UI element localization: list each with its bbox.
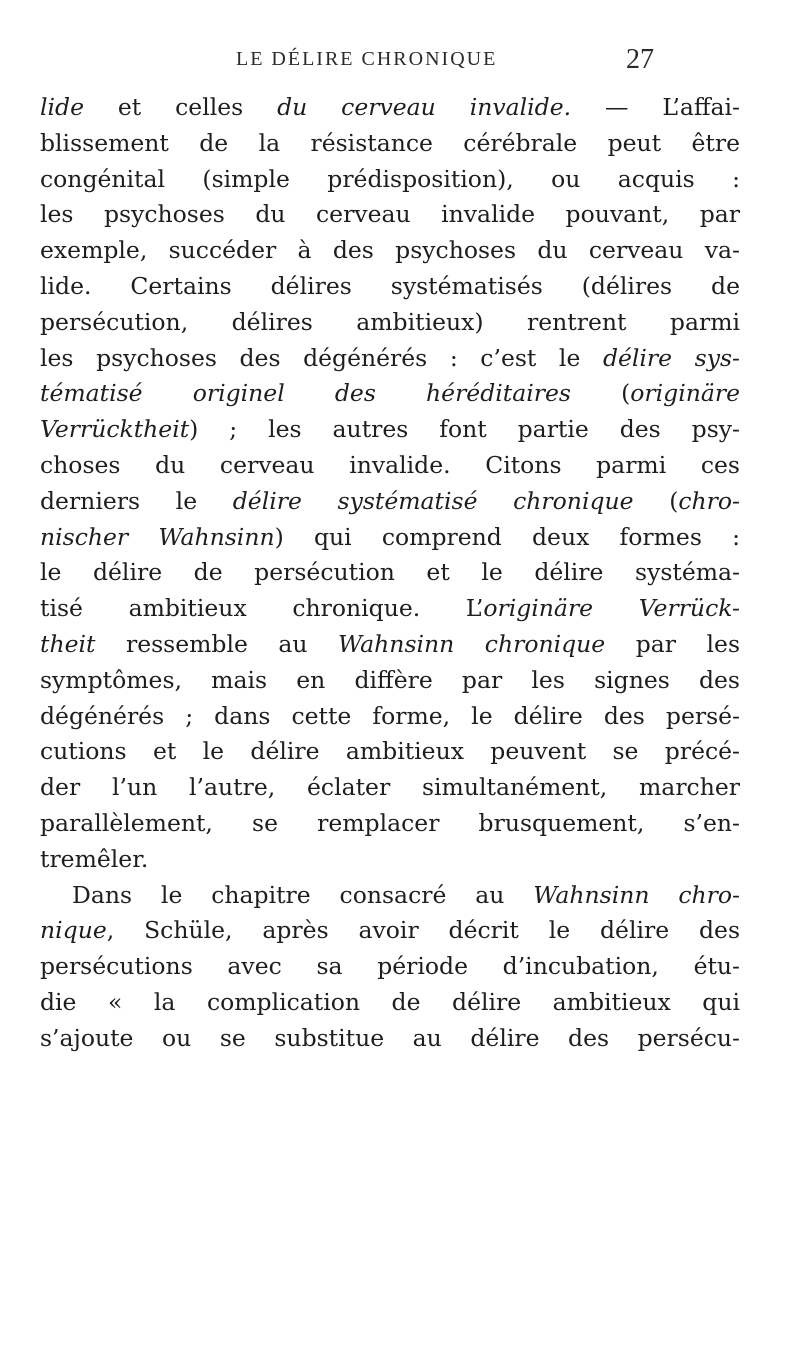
text-line	[40, 376, 740, 412]
text-line	[40, 985, 740, 1021]
italic-text: du cerveau invalide.	[277, 93, 572, 121]
text-segment: exemple, succéder à des psychoses du cerveau va-	[40, 236, 740, 265]
text-segment: par les	[605, 629, 741, 658]
text-segment: blissement de la résistance cérébrale peut être	[40, 128, 740, 157]
text-segment: der l’un l’autre, éclater simultanément, marcher	[40, 773, 740, 802]
italic-text: originäre Verrück-	[483, 594, 740, 623]
text-line	[40, 663, 740, 699]
italic-text: originäre	[630, 379, 740, 408]
text-segment: Dans le chapitre consacré au	[72, 880, 534, 909]
text-segment: (	[633, 486, 679, 515]
page-number: 27	[626, 44, 654, 75]
text-line	[40, 197, 740, 233]
text-segment: ) ; les autres font partie des psy-	[189, 415, 740, 444]
text-segment: cutions et le délire ambitieux peuvent se précé-	[40, 737, 740, 766]
italic-text: Verrücktheit	[40, 415, 190, 444]
italic-text: nique	[40, 916, 107, 945]
text-segment: derniers le	[40, 486, 233, 515]
text-segment: les psychoses des dégénérés : c’est le	[40, 343, 603, 372]
italic-text: délire systématisé chronique	[232, 486, 634, 515]
text-segment: (	[570, 379, 631, 408]
text-line	[40, 699, 740, 735]
italic-text: lide	[40, 93, 84, 121]
text-line	[40, 555, 740, 591]
text-segment: — L’affai-	[571, 93, 741, 121]
text-line	[40, 305, 740, 341]
text-line	[40, 1021, 740, 1057]
text-line	[40, 878, 740, 914]
text-line	[40, 341, 740, 377]
text-segment: s’ajoute ou se substitue au délire des persécu-	[40, 1023, 740, 1052]
text-segment: persécutions avec sa période d’incubation, étu-	[40, 952, 740, 981]
text-line	[40, 627, 740, 663]
text-line	[40, 591, 740, 627]
text-line	[40, 949, 740, 985]
text-segment: persécution, délires ambitieux) rentrent parmi	[40, 307, 740, 336]
italic-text: chro-	[678, 486, 740, 515]
text-segment: dégénérés ; dans cette forme, le délire des persé-	[40, 701, 740, 730]
text-line	[40, 233, 740, 269]
body-text	[40, 90, 740, 1057]
italic-text: theit	[40, 629, 96, 658]
text-line	[40, 90, 740, 126]
text-segment: , Schüle, après avoir décrit le délire des	[106, 916, 740, 945]
text-line	[40, 269, 740, 305]
text-segment: les psychoses du cerveau invalide pouvant, par	[40, 200, 740, 229]
text-segment: tremêler.	[40, 844, 149, 873]
text-segment: et celles	[83, 93, 278, 121]
text-segment: parallèlement, se remplacer brusquement, s’en-	[40, 808, 740, 837]
text-line	[40, 162, 740, 198]
text-segment: le délire de persécution et le délire systéma-	[40, 558, 740, 587]
italic-text: Wahnsinn chronique	[338, 629, 606, 658]
text-line	[40, 913, 740, 949]
running-head	[200, 44, 670, 80]
text-segment: choses du cerveau invalide. Citons parmi ces	[40, 450, 740, 479]
text-segment: ) qui comprend deux formes :	[274, 522, 740, 551]
text-segment: ressemble au	[95, 629, 339, 658]
text-line	[40, 520, 740, 556]
text-segment: die « la complication de délire ambitieux qui	[40, 987, 740, 1016]
running-title: LE DÉLIRE CHRONIQUE	[236, 48, 498, 70]
text-line	[40, 484, 740, 520]
italic-text: Wahnsinn chro-	[533, 880, 740, 909]
text-segment: symptômes, mais en diffère par les signes des	[40, 665, 740, 694]
text-line	[40, 126, 740, 162]
italic-text: nischer Wahnsinn	[40, 522, 275, 551]
text-line	[40, 448, 740, 484]
text-segment: congénital (simple prédisposition), ou acquis :	[40, 164, 740, 193]
text-segment: lide. Certains délires systématisés (délires de	[40, 271, 740, 300]
text-line	[40, 770, 740, 806]
italic-text: délire sys-	[602, 343, 740, 372]
text-line	[40, 412, 740, 448]
text-line	[40, 734, 740, 770]
text-segment: tisé ambitieux chronique. L’	[40, 594, 484, 623]
text-line	[40, 806, 740, 842]
italic-text: tématisé originel des héréditaires	[40, 379, 571, 408]
text-line	[40, 842, 740, 878]
